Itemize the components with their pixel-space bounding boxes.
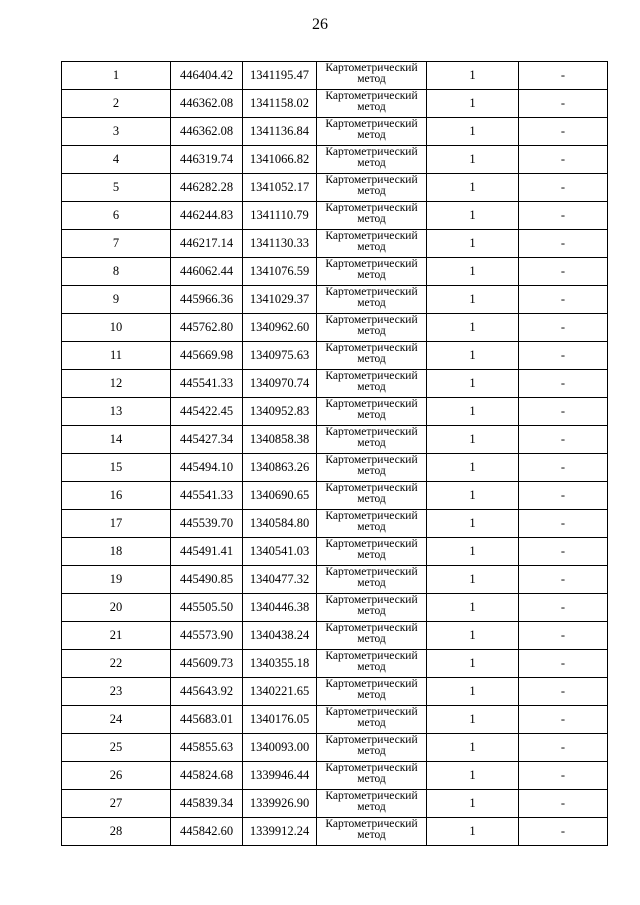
y-coordinate-cell: 1341195.47 [243,62,317,90]
accuracy-cell: 1 [427,762,519,790]
accuracy-cell: 1 [427,342,519,370]
method-line1: Картометрический [325,482,418,494]
method-line1: Картометрический [325,342,418,354]
point-number-cell: 21 [62,622,171,650]
note-cell: - [519,622,608,650]
y-coordinate-cell: 1341066.82 [243,146,317,174]
note-cell: - [519,342,608,370]
point-number-cell: 20 [62,594,171,622]
method-line1: Картометрический [325,650,418,662]
table-row [62,314,608,342]
x-coordinate-cell: 446362.08 [171,90,243,118]
method-line1: Картометрический [325,566,418,578]
method-line2: метод [357,73,386,85]
note-cell: - [519,510,608,538]
table-row [62,566,608,594]
accuracy-cell: 1 [427,678,519,706]
method-line2: метод [357,409,386,421]
x-coordinate-cell: 445491.41 [171,538,243,566]
x-coordinate-cell: 445422.45 [171,398,243,426]
x-coordinate-cell: 446362.08 [171,118,243,146]
method-cell [317,202,427,230]
accuracy-cell: 1 [427,454,519,482]
table-row [62,538,608,566]
method-line1: Картометрический [325,426,418,438]
y-coordinate-cell: 1340176.05 [243,706,317,734]
point-number-cell: 16 [62,482,171,510]
note-cell: - [519,594,608,622]
x-coordinate-cell: 446282.28 [171,174,243,202]
note-cell: - [519,146,608,174]
x-coordinate-cell: 445494.10 [171,454,243,482]
method-line1: Картометрический [325,258,418,270]
method-cell [317,762,427,790]
method-line2: метод [357,157,386,169]
accuracy-cell: 1 [427,650,519,678]
method-line2: метод [357,325,386,337]
point-number-cell: 2 [62,90,171,118]
y-coordinate-cell: 1341076.59 [243,258,317,286]
table-row [62,762,608,790]
method-line2: метод [357,661,386,673]
method-line2: метод [357,493,386,505]
method-line2: метод [357,101,386,113]
method-line1: Картометрический [325,510,418,522]
table-row [62,426,608,454]
x-coordinate-cell: 445839.34 [171,790,243,818]
x-coordinate-cell: 445643.92 [171,678,243,706]
accuracy-cell: 1 [427,286,519,314]
note-cell: - [519,734,608,762]
y-coordinate-cell: 1340355.18 [243,650,317,678]
note-cell: - [519,566,608,594]
method-line2: метод [357,269,386,281]
point-number-cell: 12 [62,370,171,398]
point-number-cell: 1 [62,62,171,90]
table-row [62,258,608,286]
method-cell [317,258,427,286]
point-number-cell: 10 [62,314,171,342]
table-row [62,342,608,370]
table-row [62,734,608,762]
x-coordinate-cell: 445573.90 [171,622,243,650]
method-cell [317,482,427,510]
accuracy-cell: 1 [427,370,519,398]
x-coordinate-cell: 445490.85 [171,566,243,594]
method-line2: метод [357,129,386,141]
y-coordinate-cell: 1340446.38 [243,594,317,622]
x-coordinate-cell: 445669.98 [171,342,243,370]
accuracy-cell: 1 [427,482,519,510]
point-number-cell: 22 [62,650,171,678]
note-cell: - [519,790,608,818]
table-row [62,230,608,258]
note-cell: - [519,482,608,510]
y-coordinate-cell: 1340438.24 [243,622,317,650]
note-cell: - [519,202,608,230]
method-cell [317,314,427,342]
y-coordinate-cell: 1340975.63 [243,342,317,370]
method-line2: метод [357,577,386,589]
point-number-cell: 4 [62,146,171,174]
method-line1: Картометрический [325,314,418,326]
method-cell [317,62,427,90]
method-line1: Картометрический [325,230,418,242]
method-line1: Картометрический [325,146,418,158]
note-cell: - [519,174,608,202]
method-cell [317,146,427,174]
method-cell [317,622,427,650]
method-line2: метод [357,549,386,561]
method-line1: Картометрический [325,118,418,130]
y-coordinate-cell: 1341158.02 [243,90,317,118]
method-line2: метод [357,437,386,449]
table-row [62,622,608,650]
table-row [62,174,608,202]
point-number-cell: 5 [62,174,171,202]
note-cell: - [519,678,608,706]
accuracy-cell: 1 [427,790,519,818]
x-coordinate-cell: 445966.36 [171,286,243,314]
x-coordinate-cell: 445427.34 [171,426,243,454]
method-cell [317,426,427,454]
y-coordinate-cell: 1340858.38 [243,426,317,454]
point-number-cell: 17 [62,510,171,538]
table-row [62,678,608,706]
method-line1: Картометрический [325,790,418,802]
note-cell: - [519,258,608,286]
note-cell: - [519,370,608,398]
method-cell [317,398,427,426]
method-cell [317,650,427,678]
accuracy-cell: 1 [427,538,519,566]
x-coordinate-cell: 445683.01 [171,706,243,734]
y-coordinate-cell: 1341130.33 [243,230,317,258]
accuracy-cell: 1 [427,426,519,454]
x-coordinate-cell: 446062.44 [171,258,243,286]
x-coordinate-cell: 445539.70 [171,510,243,538]
method-line1: Картометрический [325,594,418,606]
method-line2: метод [357,829,386,841]
method-cell [317,174,427,202]
method-line2: метод [357,521,386,533]
method-cell [317,818,427,846]
method-line1: Картометрический [325,706,418,718]
accuracy-cell: 1 [427,594,519,622]
table-row [62,594,608,622]
method-line1: Картометрический [325,370,418,382]
note-cell: - [519,762,608,790]
method-cell [317,230,427,258]
point-number-cell: 13 [62,398,171,426]
method-line2: метод [357,381,386,393]
method-line2: метод [357,801,386,813]
accuracy-cell: 1 [427,62,519,90]
note-cell: - [519,230,608,258]
method-cell [317,734,427,762]
method-cell [317,790,427,818]
y-coordinate-cell: 1339946.44 [243,762,317,790]
method-line1: Картометрический [325,202,418,214]
method-line2: метод [357,465,386,477]
note-cell: - [519,454,608,482]
y-coordinate-cell: 1340690.65 [243,482,317,510]
method-line1: Картометрический [325,678,418,690]
y-coordinate-cell: 1340221.65 [243,678,317,706]
table-row [62,90,608,118]
method-line1: Картометрический [325,62,418,74]
point-number-cell: 25 [62,734,171,762]
table-row [62,706,608,734]
accuracy-cell: 1 [427,706,519,734]
y-coordinate-cell: 1340093.00 [243,734,317,762]
accuracy-cell: 1 [427,230,519,258]
point-number-cell: 19 [62,566,171,594]
accuracy-cell: 1 [427,622,519,650]
accuracy-cell: 1 [427,566,519,594]
y-coordinate-cell: 1341029.37 [243,286,317,314]
x-coordinate-cell: 445824.68 [171,762,243,790]
method-cell [317,678,427,706]
x-coordinate-cell: 445541.33 [171,482,243,510]
accuracy-cell: 1 [427,146,519,174]
point-number-cell: 23 [62,678,171,706]
method-line2: метод [357,717,386,729]
method-line2: метод [357,745,386,757]
table-row [62,118,608,146]
method-cell [317,566,427,594]
method-line2: метод [357,241,386,253]
point-number-cell: 27 [62,790,171,818]
x-coordinate-cell: 445541.33 [171,370,243,398]
point-number-cell: 11 [62,342,171,370]
point-number-cell: 18 [62,538,171,566]
method-cell [317,286,427,314]
y-coordinate-cell: 1340970.74 [243,370,317,398]
table-row [62,650,608,678]
method-cell [317,370,427,398]
x-coordinate-cell: 445842.60 [171,818,243,846]
note-cell: - [519,62,608,90]
coordinates-table-body [62,62,608,846]
method-line2: метод [357,213,386,225]
page-number: 26 [312,16,328,33]
note-cell: - [519,650,608,678]
y-coordinate-cell: 1340952.83 [243,398,317,426]
method-cell [317,90,427,118]
note-cell: - [519,426,608,454]
table-row [62,482,608,510]
accuracy-cell: 1 [427,174,519,202]
table-row [62,818,608,846]
x-coordinate-cell: 446217.14 [171,230,243,258]
table-row [62,398,608,426]
method-line2: метод [357,689,386,701]
note-cell: - [519,286,608,314]
y-coordinate-cell: 1341110.79 [243,202,317,230]
table-row [62,454,608,482]
method-line1: Картометрический [325,538,418,550]
table-row [62,510,608,538]
point-number-cell: 24 [62,706,171,734]
x-coordinate-cell: 445505.50 [171,594,243,622]
y-coordinate-cell: 1341052.17 [243,174,317,202]
method-line1: Картометрический [325,174,418,186]
note-cell: - [519,314,608,342]
accuracy-cell: 1 [427,510,519,538]
method-cell [317,454,427,482]
method-cell [317,118,427,146]
point-number-cell: 28 [62,818,171,846]
y-coordinate-cell: 1339912.24 [243,818,317,846]
method-line1: Картометрический [325,90,418,102]
note-cell: - [519,90,608,118]
point-number-cell: 6 [62,202,171,230]
y-coordinate-cell: 1341136.84 [243,118,317,146]
x-coordinate-cell: 446319.74 [171,146,243,174]
coordinates-table [61,61,608,846]
method-line1: Картометрический [325,734,418,746]
x-coordinate-cell: 446404.42 [171,62,243,90]
y-coordinate-cell: 1340477.32 [243,566,317,594]
method-line1: Картометрический [325,398,418,410]
method-cell [317,510,427,538]
accuracy-cell: 1 [427,258,519,286]
x-coordinate-cell: 445762.80 [171,314,243,342]
y-coordinate-cell: 1340584.80 [243,510,317,538]
method-line1: Картометрический [325,762,418,774]
method-line1: Картометрический [325,818,418,830]
table-row [62,790,608,818]
x-coordinate-cell: 446244.83 [171,202,243,230]
x-coordinate-cell: 445855.63 [171,734,243,762]
table-row [62,370,608,398]
method-line2: метод [357,185,386,197]
method-line2: метод [357,353,386,365]
method-cell [317,538,427,566]
point-number-cell: 9 [62,286,171,314]
accuracy-cell: 1 [427,818,519,846]
method-line2: метод [357,605,386,617]
method-line1: Картометрический [325,454,418,466]
point-number-cell: 3 [62,118,171,146]
note-cell: - [519,398,608,426]
point-number-cell: 26 [62,762,171,790]
table-row [62,62,608,90]
y-coordinate-cell: 1340863.26 [243,454,317,482]
table-row [62,286,608,314]
note-cell: - [519,118,608,146]
point-number-cell: 8 [62,258,171,286]
y-coordinate-cell: 1339926.90 [243,790,317,818]
note-cell: - [519,818,608,846]
point-number-cell: 7 [62,230,171,258]
method-line2: метод [357,297,386,309]
point-number-cell: 15 [62,454,171,482]
method-cell [317,706,427,734]
note-cell: - [519,706,608,734]
accuracy-cell: 1 [427,90,519,118]
accuracy-cell: 1 [427,398,519,426]
table-row [62,202,608,230]
method-line1: Картометрический [325,286,418,298]
method-line2: метод [357,773,386,785]
y-coordinate-cell: 1340962.60 [243,314,317,342]
method-line2: метод [357,633,386,645]
accuracy-cell: 1 [427,118,519,146]
accuracy-cell: 1 [427,314,519,342]
accuracy-cell: 1 [427,202,519,230]
y-coordinate-cell: 1340541.03 [243,538,317,566]
note-cell: - [519,538,608,566]
accuracy-cell: 1 [427,734,519,762]
point-number-cell: 14 [62,426,171,454]
method-cell [317,342,427,370]
method-line1: Картометрический [325,622,418,634]
table-row [62,146,608,174]
method-cell [317,594,427,622]
x-coordinate-cell: 445609.73 [171,650,243,678]
